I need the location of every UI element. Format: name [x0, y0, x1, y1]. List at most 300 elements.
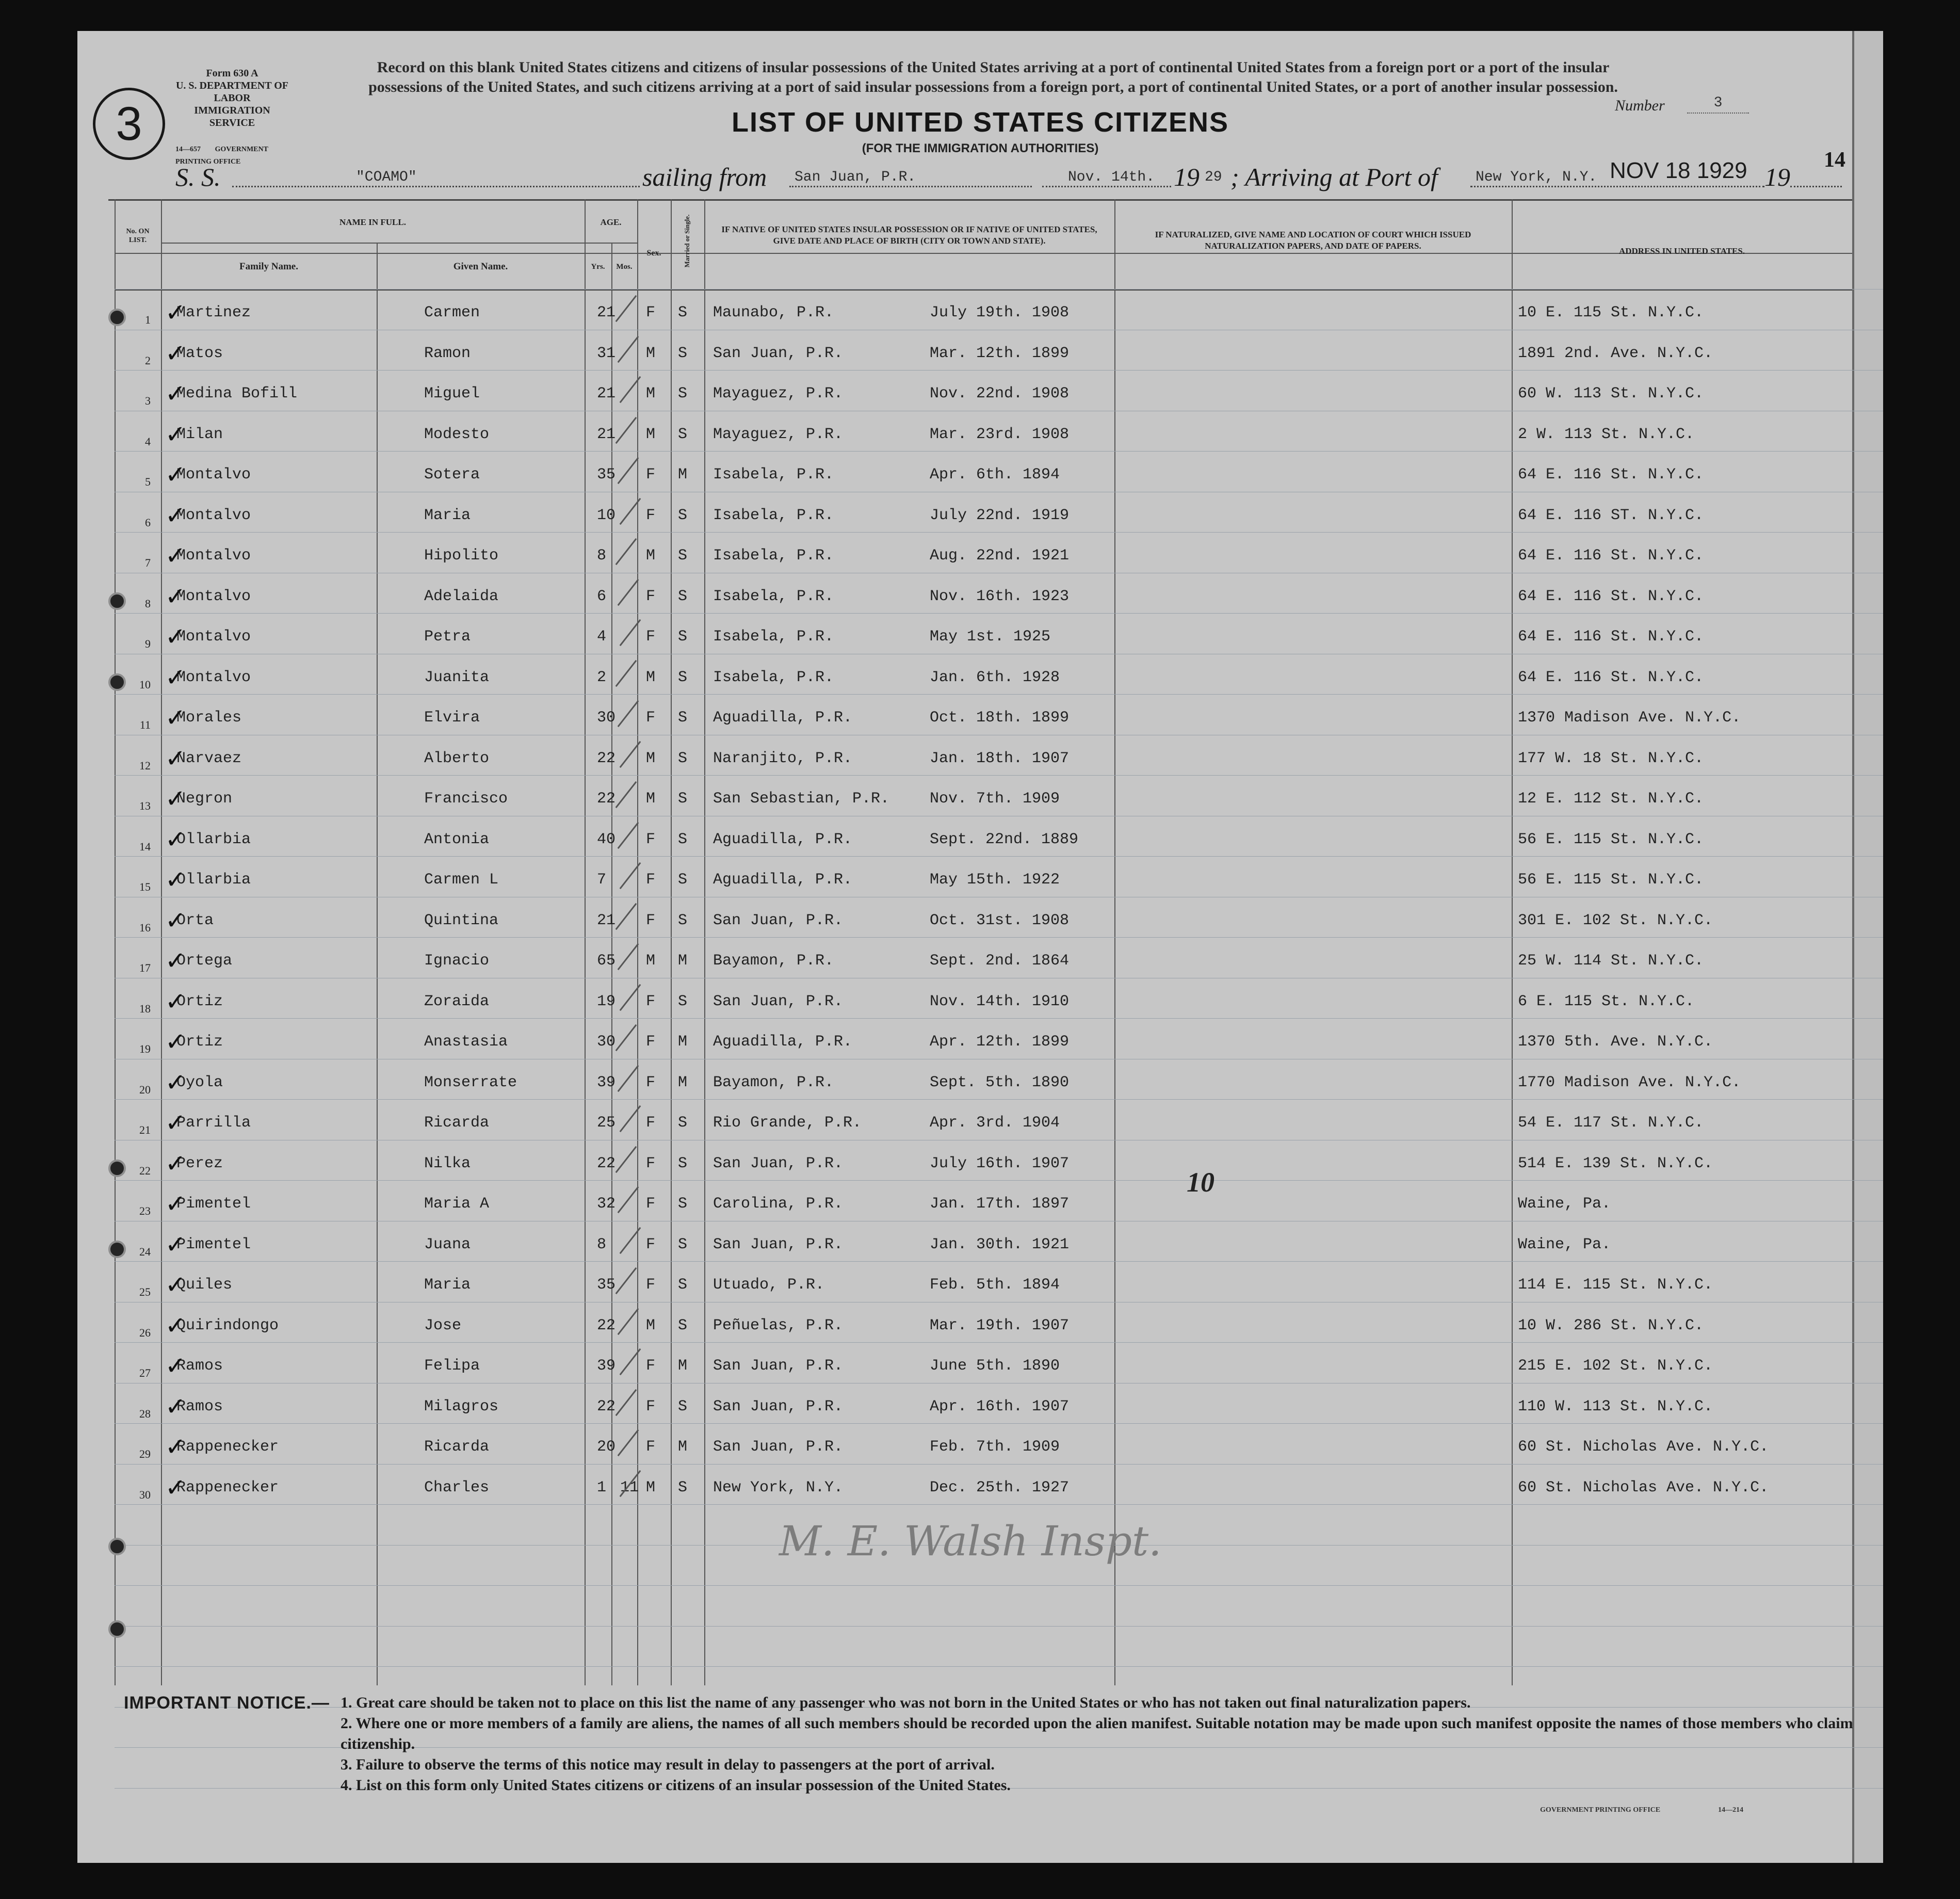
sex: F: [646, 1397, 656, 1415]
sex: F: [646, 587, 656, 605]
age-years: 30: [597, 1033, 616, 1051]
check-mark-icon: ✓: [165, 298, 186, 327]
check-mark-icon: ✓: [165, 501, 186, 530]
birth-date: Nov. 7th. 1909: [930, 790, 1060, 808]
punch-hole: [108, 1538, 126, 1555]
family-name: Montalvo: [176, 587, 251, 605]
check-mark-icon: ✓: [165, 379, 186, 408]
tick-mark: [615, 1024, 637, 1051]
row-number: 24: [139, 1245, 151, 1258]
given-name: Alberto: [424, 749, 490, 767]
row-number: 7: [145, 556, 151, 569]
given-name: Jose: [424, 1316, 462, 1334]
tick-mark: [618, 335, 639, 362]
family-name: Rappenecker: [176, 1478, 279, 1496]
tick-mark: [618, 943, 639, 970]
row-number: 15: [139, 880, 151, 893]
row-number: 28: [139, 1407, 151, 1420]
given-name: Monserrate: [424, 1073, 517, 1091]
age-years: 21: [597, 425, 616, 443]
marital-status: S: [678, 790, 688, 808]
check-mark-icon: ✓: [165, 1351, 186, 1380]
given-name: Ricarda: [424, 1114, 490, 1132]
table-row: [115, 704, 1883, 745]
row-number: 19: [139, 1042, 151, 1055]
notice-item-2: 2. Where one or more members of a family are aliens, the names of all such members should be recorded upon the alien manifest. Suitable notation may be made upon such manifest opposite the names of those members who claim citizenship.: [341, 1715, 1853, 1752]
tick-mark: [618, 1429, 639, 1456]
table-row: [115, 1474, 1883, 1515]
row-number: 3: [145, 394, 151, 407]
marital-status: M: [678, 952, 688, 970]
us-address: 514 E. 139 St. N.Y.C.: [1518, 1154, 1713, 1172]
birth-date: Mar. 19th. 1907: [930, 1316, 1070, 1334]
age-years: 19: [597, 992, 616, 1010]
header-age: AGE.: [600, 217, 622, 227]
row-number: 6: [145, 516, 151, 529]
check-mark-icon: ✓: [165, 1149, 186, 1178]
birth-place: Carolina, P.R.: [713, 1195, 844, 1213]
birth-place: San Juan, P.R.: [713, 1235, 844, 1253]
birth-place: Isabela, P.R.: [713, 587, 834, 605]
year-prefix-2: 19: [1764, 163, 1790, 191]
marital-status: S: [678, 1235, 688, 1253]
birth-date: Oct. 18th. 1899: [930, 709, 1070, 727]
age-years: 25: [597, 1114, 616, 1132]
us-address: 60 St. Nicholas Ave. N.Y.C.: [1518, 1478, 1769, 1496]
header-yrs: Yrs.: [591, 263, 605, 271]
us-address: 56 E. 115 St. N.Y.C.: [1518, 830, 1704, 848]
us-address: 64 E. 116 St. N.Y.C.: [1518, 587, 1704, 605]
row-number: 29: [139, 1447, 151, 1460]
marital-status: S: [678, 1195, 688, 1213]
sailing-date: Nov. 14th.: [1068, 169, 1155, 185]
header-married: Married or Single.: [683, 214, 691, 268]
age-years: 1: [597, 1478, 607, 1496]
ss-label: S. S.: [175, 163, 221, 191]
marital-status: S: [678, 385, 688, 403]
age-months: 11: [620, 1478, 639, 1496]
marital-status: M: [678, 1033, 688, 1051]
birth-place: Isabela, P.R.: [713, 506, 834, 524]
given-name: Quintina: [424, 911, 499, 929]
birth-date: Sept. 2nd. 1864: [930, 952, 1070, 970]
birth-date: Jan. 6th. 1928: [930, 668, 1060, 686]
header-given-name: Given Name.: [453, 261, 508, 272]
sex: F: [646, 628, 656, 646]
corner-number: 14: [1824, 148, 1845, 172]
age-years: 21: [597, 304, 616, 321]
birth-date: Nov. 14th. 1910: [930, 992, 1070, 1010]
birth-date: Oct. 31st. 1908: [930, 911, 1070, 929]
birth-date: Mar. 23rd. 1908: [930, 425, 1070, 443]
marital-status: S: [678, 911, 688, 929]
tick-mark: [615, 781, 637, 808]
given-name: Miguel: [424, 385, 480, 403]
tick-mark: [615, 1389, 637, 1415]
family-name: Montalvo: [176, 547, 251, 565]
age-years: 35: [597, 1276, 616, 1294]
check-mark-icon: ✓: [165, 1027, 186, 1056]
table-row: [115, 1353, 1883, 1393]
table-row: [115, 299, 1883, 340]
marital-status: S: [678, 709, 688, 727]
table-row: [115, 664, 1883, 704]
marital-status: M: [678, 466, 688, 484]
check-mark-icon: ✓: [165, 460, 186, 489]
header-birth: IF NATIVE OF UNITED STATES INSULAR POSSESSION OR IF NATIVE OF UNITED STATES, GIVE DATE AND PLACE OF BIRTH (CITY OR TOWN AND STATE).: [721, 224, 1097, 246]
family-name: Ortiz: [176, 1033, 223, 1051]
us-address: 177 W. 18 St. N.Y.C.: [1518, 749, 1704, 767]
family-name: Montalvo: [176, 506, 251, 524]
sex: F: [646, 1195, 656, 1213]
row-number: 14: [139, 840, 151, 853]
age-years: 21: [597, 911, 616, 929]
tick-mark: [615, 1146, 637, 1172]
marital-status: S: [678, 506, 688, 524]
age-years: 8: [597, 1235, 607, 1253]
family-name: Matos: [176, 344, 223, 362]
birth-place: San Juan, P.R.: [713, 992, 844, 1010]
table-row: [115, 947, 1883, 988]
us-address: 12 E. 112 St. N.Y.C.: [1518, 790, 1704, 808]
gpo-bottom: GOVERNMENT PRINTING OFFICE: [1540, 1806, 1661, 1814]
us-address: 10 W. 286 St. N.Y.C.: [1518, 1316, 1704, 1334]
sex: M: [646, 385, 656, 403]
punch-hole: [108, 1241, 126, 1258]
family-name: Morales: [176, 709, 242, 727]
marital-status: S: [678, 1276, 688, 1294]
tick-mark: [620, 619, 641, 646]
department: U. S. DEPARTMENT OF LABOR: [175, 80, 289, 104]
table-row: [115, 1190, 1883, 1231]
sex: M: [646, 547, 656, 565]
table-row: [115, 1231, 1883, 1272]
birth-place: San Sebastian, P.R.: [713, 790, 890, 808]
given-name: Ricarda: [424, 1438, 490, 1456]
tick-mark: [615, 295, 637, 322]
age-years: 35: [597, 466, 616, 484]
family-name: Ollarbia: [176, 871, 251, 889]
us-address: 54 E. 117 St. N.Y.C.: [1518, 1114, 1704, 1132]
us-address: 64 E. 116 ST. N.Y.C.: [1518, 506, 1704, 524]
table-row: [115, 826, 1883, 866]
sex: F: [646, 1235, 656, 1253]
marital-status: M: [678, 1357, 688, 1375]
age-years: 40: [597, 830, 616, 848]
age-years: 10: [597, 506, 616, 524]
birth-date: Feb. 5th. 1894: [930, 1276, 1060, 1294]
us-address: 1370 5th. Ave. N.Y.C.: [1518, 1033, 1713, 1051]
birth-date: Dec. 25th. 1927: [930, 1478, 1070, 1496]
age-years: 21: [597, 385, 616, 403]
marital-status: S: [678, 425, 688, 443]
tick-mark: [620, 1348, 641, 1375]
check-mark-icon: ✓: [165, 1433, 186, 1461]
sex: F: [646, 1033, 656, 1051]
check-mark-icon: ✓: [165, 1311, 186, 1340]
row-number: 12: [139, 759, 151, 772]
birth-date: Aug. 22nd. 1921: [930, 547, 1070, 565]
row-number: 26: [139, 1326, 151, 1339]
row-number: 11: [139, 718, 151, 731]
family-name: Parrilla: [176, 1114, 251, 1132]
family-name: Ortiz: [176, 992, 223, 1010]
table-row: [115, 502, 1883, 542]
tick-mark: [618, 578, 639, 605]
us-address: 2 W. 113 St. N.Y.C.: [1518, 425, 1695, 443]
tick-mark: [615, 659, 637, 686]
punch-hole: [108, 1160, 126, 1177]
check-mark-icon: ✓: [165, 1230, 186, 1259]
age-years: 2: [597, 668, 607, 686]
family-name: Medina Bofill: [176, 385, 298, 403]
family-name: Ramos: [176, 1357, 223, 1375]
us-address: 301 E. 102 St. N.Y.C.: [1518, 911, 1713, 929]
sex: M: [646, 425, 656, 443]
check-mark-icon: ✓: [165, 906, 186, 935]
table-row: [115, 1028, 1883, 1069]
row-number: 16: [139, 921, 151, 934]
check-mark-icon: ✓: [165, 339, 186, 368]
given-name: Anastasia: [424, 1033, 508, 1051]
marital-status: S: [678, 587, 688, 605]
birth-date: July 16th. 1907: [930, 1154, 1070, 1172]
birth-place: San Juan, P.R.: [713, 1357, 844, 1375]
us-address: 110 W. 113 St. N.Y.C.: [1518, 1397, 1713, 1415]
punch-hole: [108, 592, 126, 610]
given-name: Petra: [424, 628, 471, 646]
age-years: 8: [597, 547, 607, 565]
notice-item-4: 4. List on this form only United States citizens or citizens of an insular possession of the United States.: [341, 1777, 1011, 1794]
marital-status: S: [678, 871, 688, 889]
birth-place: Bayamon, P.R.: [713, 952, 834, 970]
sex: F: [646, 1073, 656, 1091]
birth-place: Naranjito, P.R.: [713, 749, 853, 767]
us-address: 60 St. Nicholas Ave. N.Y.C.: [1518, 1438, 1769, 1456]
birth-place: Isabela, P.R.: [713, 668, 834, 686]
arrival-stamp-date: NOV 18 1929: [1610, 158, 1747, 183]
given-name: Ramon: [424, 344, 471, 362]
given-name: Charles: [424, 1478, 490, 1496]
sex: M: [646, 790, 656, 808]
form-code: 14—657: [175, 146, 201, 153]
inspector-signature: M. E. Walsh Inspt.: [779, 1517, 1162, 1565]
table-row: [115, 907, 1883, 947]
us-address: 114 E. 115 St. N.Y.C.: [1518, 1276, 1713, 1294]
birth-place: San Juan, P.R.: [713, 1154, 844, 1172]
sex: F: [646, 1154, 656, 1172]
table-row: [115, 866, 1883, 907]
family-name: Ramos: [176, 1397, 223, 1415]
given-name: Adelaida: [424, 587, 499, 605]
birth-place: Maunabo, P.R.: [713, 304, 834, 321]
gpo-top: GOVERNMENT PRINTING OFFICE: [175, 146, 268, 166]
year-suffix: 29: [1205, 169, 1222, 185]
tick-mark: [620, 984, 641, 1010]
tick-mark: [618, 1065, 639, 1091]
check-mark-icon: ✓: [165, 1068, 186, 1097]
sex: F: [646, 304, 656, 321]
given-name: Maria: [424, 506, 471, 524]
row-number: 22: [139, 1164, 151, 1177]
age-years: 22: [597, 790, 616, 808]
given-name: Antonia: [424, 830, 490, 848]
us-address: 1891 2nd. Ave. N.Y.C.: [1518, 344, 1713, 362]
birth-date: Apr. 3rd. 1904: [930, 1114, 1060, 1132]
birth-place: Rio Grande, P.R.: [713, 1114, 862, 1132]
age-years: 65: [597, 952, 616, 970]
row-number: 2: [145, 353, 151, 367]
tick-mark: [618, 822, 639, 848]
birth-date: May 1st. 1925: [930, 628, 1051, 646]
notice-item-3: 3. Failure to observe the terms of this notice may result in delay to passengers at the port of arrival.: [341, 1756, 995, 1773]
age-years: 22: [597, 1154, 616, 1172]
sex: M: [646, 749, 656, 767]
age-years: 22: [597, 1316, 616, 1334]
sex: F: [646, 709, 656, 727]
us-address: Waine, Pa.: [1518, 1235, 1611, 1253]
code-bottom: 14—214: [1718, 1806, 1743, 1814]
tick-mark: [618, 700, 639, 727]
us-address: 56 E. 115 St. N.Y.C.: [1518, 871, 1704, 889]
birth-date: Jan. 18th. 1907: [930, 749, 1070, 767]
sex: F: [646, 871, 656, 889]
check-mark-icon: ✓: [165, 622, 186, 651]
circled-number: 3: [93, 88, 165, 160]
marital-status: S: [678, 830, 688, 848]
table-row: [115, 1312, 1883, 1353]
table-row: [115, 542, 1883, 583]
us-address: 64 E. 116 St. N.Y.C.: [1518, 466, 1704, 484]
birth-place: San Juan, P.R.: [713, 344, 844, 362]
header-address: ADDRESS IN UNITED STATES.: [1618, 246, 1745, 256]
row-number: 1: [145, 313, 151, 326]
birth-date: July 22nd. 1919: [930, 506, 1070, 524]
form-identification: [175, 67, 289, 168]
sex: F: [646, 830, 656, 848]
family-name: Ortega: [176, 952, 233, 970]
marital-status: S: [678, 1114, 688, 1132]
row-number: 13: [139, 799, 151, 812]
tick-mark: [615, 538, 637, 565]
given-name: Maria: [424, 1276, 471, 1294]
family-name: Ollarbia: [176, 830, 251, 848]
family-name: Quirindongo: [176, 1316, 279, 1334]
tick-mark: [618, 457, 639, 484]
sex: M: [646, 1316, 656, 1334]
check-mark-icon: ✓: [165, 582, 186, 611]
row-number: 8: [145, 597, 151, 610]
row-number: 17: [139, 961, 151, 974]
given-name: Juana: [424, 1235, 471, 1253]
birth-place: Aguadilla, P.R.: [713, 1033, 853, 1051]
us-address: 10 E. 115 St. N.Y.C.: [1518, 304, 1704, 321]
important-notice: [124, 1693, 1868, 1796]
check-mark-icon: ✓: [165, 987, 186, 1016]
table-row: [115, 421, 1883, 461]
family-name: Martinez: [176, 304, 251, 321]
birth-place: Utuado, P.R.: [713, 1276, 825, 1294]
notice-item-1: 1. Great care should be taken not to place on this list the name of any passenger who was not born in the United States or who has not taken out final naturalization papers.: [341, 1694, 1471, 1711]
birth-date: July 19th. 1908: [930, 304, 1070, 321]
ruled-line: [115, 1585, 1883, 1586]
given-name: Ignacio: [424, 952, 490, 970]
given-name: Sotera: [424, 466, 480, 484]
tick-mark: [620, 862, 641, 889]
given-name: Maria A: [424, 1195, 490, 1213]
sex: F: [646, 466, 656, 484]
sex: M: [646, 1478, 656, 1496]
birth-place: Isabela, P.R.: [713, 466, 834, 484]
birth-place: San Juan, P.R.: [713, 1438, 844, 1456]
form-number: Form 630 A: [206, 68, 258, 79]
number-value: 3: [1687, 95, 1749, 114]
row-number: 27: [139, 1366, 151, 1379]
birth-place: San Juan, P.R.: [713, 1397, 844, 1415]
birth-date: Apr. 12th. 1899: [930, 1033, 1070, 1051]
sailing-label: sailing from: [642, 163, 767, 191]
birth-place: Isabela, P.R.: [713, 628, 834, 646]
marital-status: S: [678, 749, 688, 767]
tick-mark: [620, 376, 641, 403]
check-mark-icon: ✓: [165, 541, 186, 570]
header-sex: Sex.: [646, 249, 661, 258]
birth-date: Sept. 22nd. 1889: [930, 830, 1079, 848]
table-row: [115, 380, 1883, 421]
us-address: 60 W. 113 St. N.Y.C.: [1518, 385, 1704, 403]
given-name: Elvira: [424, 709, 480, 727]
service: IMMIGRATION SERVICE: [194, 105, 270, 128]
table-row: [115, 745, 1883, 785]
given-name: Modesto: [424, 425, 490, 443]
page-title: LIST OF UNITED STATES CITIZENS: [732, 107, 1229, 138]
marital-status: S: [678, 1397, 688, 1415]
check-mark-icon: ✓: [165, 1108, 186, 1137]
check-mark-icon: ✓: [165, 744, 186, 773]
family-name: Pimentel: [176, 1235, 251, 1253]
age-years: 4: [597, 628, 607, 646]
age-years: 22: [597, 749, 616, 767]
given-name: Zoraida: [424, 992, 490, 1010]
family-name: Narvaez: [176, 749, 242, 767]
sex: M: [646, 668, 656, 686]
age-years: 39: [597, 1073, 616, 1091]
birth-date: June 5th. 1890: [930, 1357, 1060, 1375]
page-subtitle: (FOR THE IMMIGRATION AUTHORITIES): [862, 141, 1099, 155]
family-name: Perez: [176, 1154, 223, 1172]
age-years: 7: [597, 871, 607, 889]
ship-name: "COAMO": [356, 169, 417, 185]
table-row: [115, 623, 1883, 664]
table-row: [115, 1393, 1883, 1434]
marital-status: S: [678, 304, 688, 321]
us-address: 25 W. 114 St. N.Y.C.: [1518, 952, 1704, 970]
table-row: [115, 1109, 1883, 1150]
check-mark-icon: ✓: [165, 825, 186, 854]
ruled-line: [115, 1626, 1883, 1627]
birth-place: Isabela, P.R.: [713, 547, 834, 565]
intro-text: Record on this blank United States citizens and citizens of insular possessions of the United States arriving at a port of continental United States from a foreign port or a port of the insular possessions of the United States, and such citizens arriving at a port of said insular possessions from a foreign port, a port of continental United States, or a port of another insular possession.: [368, 59, 1618, 95]
tick-mark: [620, 1227, 641, 1253]
family-name: Pimentel: [176, 1195, 251, 1213]
manifest-sheet: [77, 31, 1883, 1863]
row-number: 30: [139, 1488, 151, 1501]
given-name: Juanita: [424, 668, 490, 686]
arriving-label: ; Arriving at Port of: [1230, 163, 1438, 191]
birth-place: Aguadilla, P.R.: [713, 709, 853, 727]
header-name-in-full: NAME IN FULL.: [339, 217, 406, 227]
punch-hole: [108, 309, 126, 326]
